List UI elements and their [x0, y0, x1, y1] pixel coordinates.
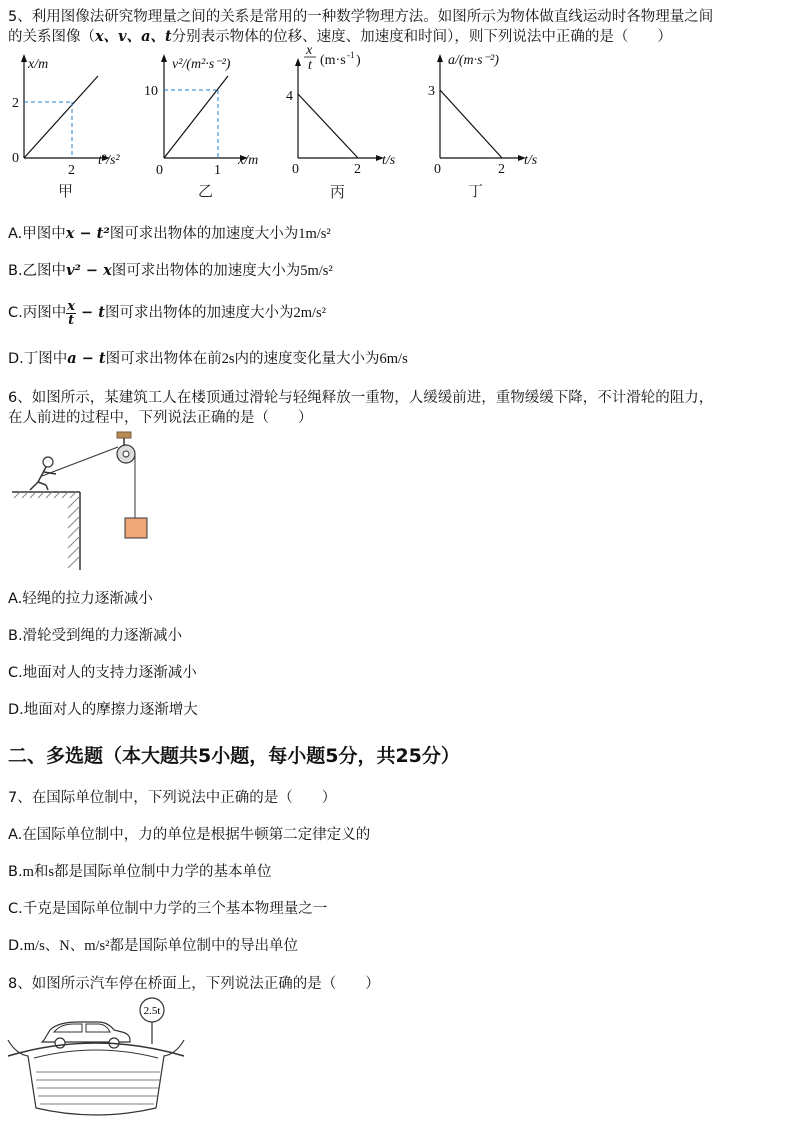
- bing-xtick: 2: [354, 162, 361, 177]
- graph-ding: [424, 46, 560, 202]
- yi-xtick: 1: [214, 163, 221, 178]
- q7-option-a: A.在国际单位制中，力的单位是根据牛顿第二定律定义的: [8, 827, 371, 843]
- ding-origin: 0: [434, 162, 441, 177]
- q5-b-unit: 5m/s²: [300, 263, 333, 279]
- q5-c-unit: 2m/s²: [293, 305, 327, 321]
- bing-ytick: 4: [286, 89, 293, 104]
- q5-a-pre: A.甲图中: [8, 226, 66, 242]
- q7-b-u2: s: [48, 864, 54, 880]
- q5-b-pre: B.乙图中: [8, 263, 67, 279]
- ding-caption: 丁: [468, 182, 484, 200]
- ding-xlabel: t/s: [524, 153, 538, 168]
- q5-a-post: 图可求出物体的加速度大小为: [109, 226, 299, 242]
- jia-origin: 0: [12, 151, 19, 166]
- weight-limit-sign: 2.5t: [143, 1005, 161, 1017]
- yi-xlabel: x/m: [238, 153, 259, 168]
- bing-xlabel: t/s: [382, 153, 396, 168]
- svg-text:): ): [356, 53, 361, 68]
- q7-option-c: C.千克是国际单位制中力学的三个基本物理量之一: [8, 901, 328, 917]
- q5-c-expr: − t: [76, 304, 105, 321]
- q5-d-pre: D.丁图中: [8, 351, 68, 367]
- q6-option-a: A.轻绳的拉力逐渐减小: [8, 591, 153, 607]
- jia-caption: 甲: [58, 182, 74, 200]
- graph-jia: [6, 50, 146, 202]
- ding-ylabel: a/(m·s⁻²): [448, 53, 499, 68]
- yi-ytick: 10: [144, 84, 158, 99]
- svg-text:(m·s: (m·s: [320, 53, 346, 68]
- bing-ylabel-num: x: [306, 43, 313, 58]
- q5-stem-line1: 5、利用图像法研究物理量之间的关系是常用的一种数学物理方法。如图所示为物体做直线运动时各物理量之间: [8, 9, 714, 25]
- q7-d-post: 都是国际单位制中的导出单位: [109, 938, 298, 954]
- yi-ylabel: v²/(m²·s⁻²): [172, 57, 231, 72]
- graph-bing: [284, 42, 414, 202]
- section2-title: 二、多选题（本大题共5小题，每小题5分，共25分）: [8, 745, 460, 767]
- q5-d-post: 图可求出物体在前: [105, 351, 222, 367]
- q5-c-fraction: $\frac{x}{t}$: [67, 298, 75, 328]
- bing-origin: 0: [292, 162, 299, 177]
- q5-d-unit: 6m/s: [379, 351, 408, 367]
- q5-b-expr: v² − x: [66, 262, 112, 279]
- graph-yi: [144, 50, 284, 202]
- bing-caption: 丙: [330, 183, 346, 201]
- q7-b-post: 都是国际单位制中力学的基本单位: [54, 864, 272, 880]
- jia-ytick: 2: [12, 96, 19, 111]
- jia-xlabel: t²/s²: [98, 153, 120, 168]
- q6-option-c: C.地面对人的支持力逐渐减小: [8, 665, 197, 681]
- svg-text:t: t: [308, 58, 312, 73]
- q8-bridge-diagram: [6, 996, 186, 1118]
- q5-stem-post: 分别表示物体的位移、速度、加速度和时间），则下列说法中正确的是（ ）: [171, 29, 672, 45]
- q5-option-a: [8, 225, 331, 243]
- svg-text:-1: -1: [347, 50, 355, 60]
- yi-caption: 乙: [198, 182, 214, 200]
- q6-pulley-diagram: [10, 430, 170, 572]
- q7-d-units: m/s、N、m/s²: [23, 938, 110, 954]
- q7-d-pre: D.: [8, 938, 24, 954]
- q5-c-post: 图可求出物体的加速度大小为: [104, 305, 294, 321]
- q5-c-pre: C.丙图中: [8, 305, 67, 321]
- q7-b-mid: 和: [33, 864, 49, 880]
- q7-option-b: [8, 863, 272, 881]
- q8-stem: 8、如图所示汽车停在桥面上，下列说法正确的是（ ）: [8, 976, 380, 992]
- q7-b-pre: B.: [8, 864, 23, 880]
- ding-ytick: 3: [428, 84, 435, 99]
- q7-option-d: [8, 937, 298, 955]
- q5-option-c: [8, 296, 326, 330]
- yi-origin: 0: [156, 163, 163, 178]
- q6-option-d: D.地面对人的摩擦力逐渐增大: [8, 702, 198, 718]
- q5-vars: x、v、a、t: [95, 28, 172, 45]
- q5-a-unit: 1m/s²: [298, 226, 331, 242]
- q5-option-b: [8, 262, 333, 280]
- q5-d-expr: a − t: [67, 350, 106, 367]
- q5-d-post2: 内的速度变化量大小为: [234, 351, 380, 367]
- q6-stem-line1: 6、如图所示，某建筑工人在楼顶通过滑轮与轻绳释放一重物，人缓缓前进，重物缓缓下降，不计滑轮的阻力，: [8, 390, 714, 406]
- q6-option-b: B.滑轮受到绳的力逐渐减小: [8, 628, 183, 644]
- q5-option-d: [8, 350, 408, 368]
- jia-ylabel: x/m: [28, 57, 49, 72]
- ding-xtick: 2: [498, 162, 505, 177]
- q6-stem-line2: 在人前进的过程中，下列说法正确的是（ ）: [8, 410, 313, 426]
- q5-b-post: 图可求出物体的加速度大小为: [111, 263, 301, 279]
- jia-xtick: 2: [68, 163, 75, 178]
- q5-a-expr: x − t²: [65, 225, 110, 242]
- q5-d-mid: 2s: [221, 351, 235, 367]
- q7-stem: 7、在国际单位制中，下列说法中正确的是（ ）: [8, 790, 337, 806]
- q5-stem-pre: 的关系图像（: [8, 29, 95, 45]
- q7-b-u1: m: [22, 864, 34, 880]
